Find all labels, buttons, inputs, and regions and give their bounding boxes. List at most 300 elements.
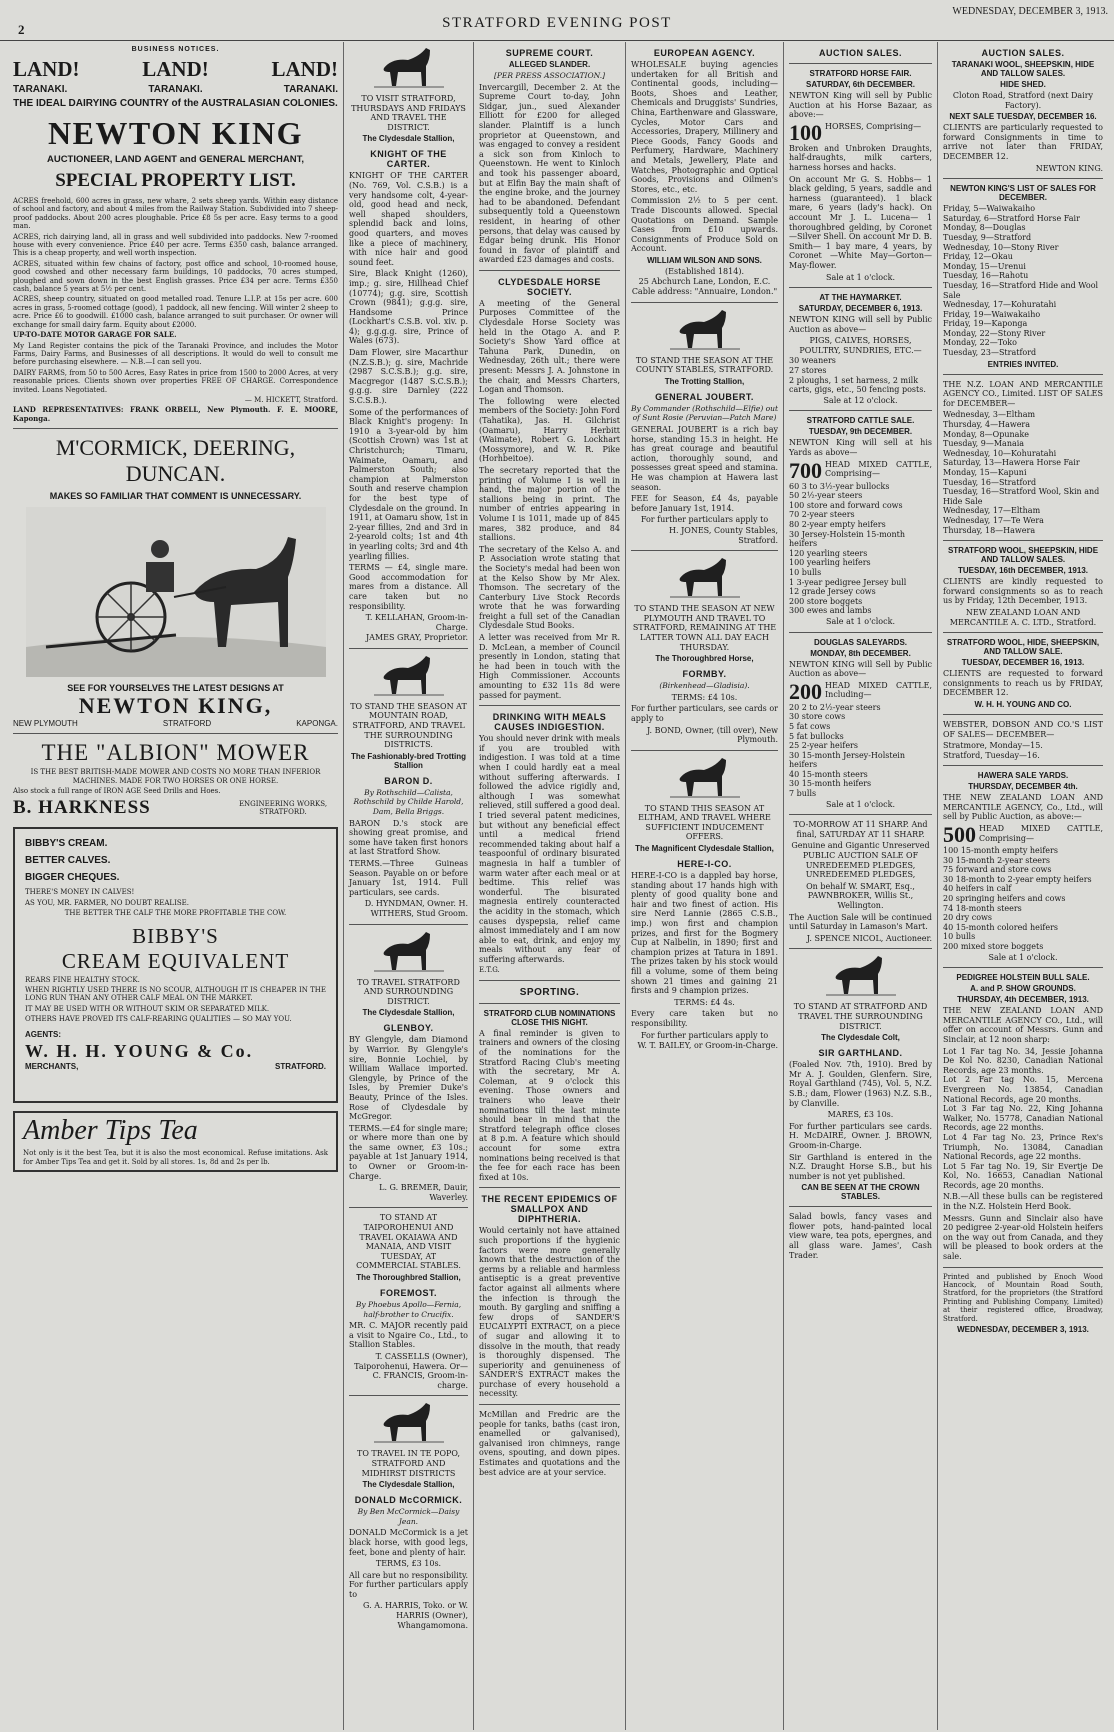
divider <box>479 705 620 706</box>
hereico-owner: W. T. BAILEY, or Groom-in-Charge. <box>637 1041 778 1051</box>
divider <box>631 550 778 551</box>
divider <box>349 1395 468 1396</box>
knight-dam: Dam Flower, sire Macarthur (N.Z.S.B.); g. sire, Machride (2987 S.C.S.B.); g.g. sire, Macgregor (1487 S.C.S.B.); g.g.g. sire Darnley (222 S.C.S.B.). <box>349 348 468 406</box>
horses-list: Broken and Unbroken Draughts, half-draughts, milk carters, harness horses and hacks. <box>789 143 932 172</box>
cattle-sale-time: Sale at 1 o'clock. <box>826 616 895 626</box>
james-gray: JAMES GRAY, Proprietor. <box>365 633 468 643</box>
column-sales-lists <box>938 42 1108 1730</box>
donald-owner: G. A. HARRIS, Toko. or W. HARRIS (Owner), Whangamomona. <box>363 1601 468 1630</box>
joubert-breed: By Commander (Rothschild—Elfie) out of Sunt Rosie (Peruvian—Patch Mare) <box>631 403 779 423</box>
webster-list-title: WEBSTER, DOBSON AND CO.'S LIST OF SALES— DECEMBER— <box>943 719 1103 739</box>
cattle-sale-heading: STRATFORD CATTLE SALE. <box>806 416 915 426</box>
list-item: Tuesday, 9—Manaia <box>943 439 1025 449</box>
mccormick-deering-duncan: M'CORMICK, DEERING, DUNCAN. <box>55 435 296 487</box>
divider <box>479 1003 620 1004</box>
to-stand: TO STAND AT TAIPOROHENUI AND TRAVEL OKAIAWA AND MANAIA, AND VISIT TUESDAY, AT COMMERCIAL STABLES. <box>356 1213 461 1271</box>
haymarket-heading: AT THE HAYMARKET. <box>819 293 902 303</box>
drinking-heading: DRINKING WITH MEALS CAUSES INDIGESTION. <box>492 712 607 733</box>
list-item: Wednesday, 17—Kohuratahi <box>943 300 1057 310</box>
list-item: Tuesday, 16—Stratford <box>943 477 1037 487</box>
drinking-signature: E.T.G. <box>479 966 500 975</box>
property-listing: ACRES freehold, 600 acres in grass, new whare, 2 sets sheep yards. Within easy distance of school and factory, and about 4 miles from the Railway Station. Subdivided into 7 sheep-proof paddocks. About 200 acres ploughable. Price £8 5s per acre. Easy terms to a good man. <box>13 197 338 231</box>
bibby-line: BIGGER CHEQUES. <box>25 872 120 884</box>
bibby-line: BIBBY'S CREAM. <box>25 838 108 850</box>
property-listing: ACRES, situated within few chains of factory, post office and school, 10-roomed house, good cowshed and other necessary farm buildings, 10 paddocks, 70 acres stumped, ploughed and sown down in the best English grasses. Price £34 per acre. Terms £350 cash, balance 5 years at 5½ per cent. <box>13 259 338 294</box>
special-property-list: SPECIAL PROPERTY LIST. <box>55 170 296 191</box>
foremost-breed: By Phoebus Apollo—Fernia, half-brother to Crucifix. <box>355 1300 462 1319</box>
bibby-when: WHEN RIGHTLY USED THERE IS NO SCOUR, ALTHOUGH IT IS CHEAPER IN THE LONG RUN THAN ANY OTHER CALF MEAL ON THE MARKET. <box>25 986 326 1003</box>
list-item: 5 fat bullocks <box>789 731 844 741</box>
list-item: 25 2-year heifers <box>789 741 858 751</box>
knight-sire: Sire, Black Knight (1260), imp.; g. sire, Hillhead Chief (10774); g.g. sire, Scottish Crown (9841); g.g.g. sire, Handsome Prince (Lockhart's C.S.B. vol. xiv. p. 4); g.g.g.g. sire, Prince of Wales (673). <box>349 269 468 346</box>
foremost-title: FOREMOST. <box>379 1288 437 1298</box>
location-list <box>13 719 338 728</box>
bibby-rears: REARS FINE HEALTHY STOCK. <box>25 975 140 984</box>
page-number: 2 <box>18 22 25 37</box>
list-item: 50 2½-year steers <box>789 491 863 501</box>
divider <box>13 428 338 429</box>
douglas-heading: DOUGLAS SALEYARDS. <box>813 637 908 647</box>
stallion-label: The Clydesdale Stallion, <box>362 1480 455 1490</box>
bibby-advertisement <box>13 827 338 1103</box>
list-item: 40 15-month steers <box>789 769 868 779</box>
list-item: 100 15-month empty heifers <box>943 846 1058 856</box>
hawera-time: Sale at 1 o'clock. <box>988 952 1058 962</box>
haymarket-items: PIGS, CALVES, HORSES, POULTRY, SUNDRIES, ETC.— <box>799 336 922 355</box>
list-item: Lot 5 Far tag No. 19, Sir Evertje De Kol, No. 16653, Canadian National Records, age 20 months. <box>943 1161 1103 1190</box>
issue-date: WEDNESDAY, DECEMBER 3, 1913. <box>952 6 1108 17</box>
land-word: LAND! <box>142 57 209 81</box>
donald-title: DONALD McCORMICK. <box>354 1495 463 1506</box>
baron-terms: TERMS.—Three Guineas Season. Payable on or before January 1st, 1914. Full particulars, see cards. <box>349 859 468 897</box>
horse-illustration-image <box>670 556 740 600</box>
list-item: 20 2 to 2½-year steers <box>789 702 881 712</box>
list-item: 30 weaners <box>789 356 836 366</box>
list-item: Friday, 19—Waiwakaiho <box>943 309 1041 319</box>
to-stand: TO STAND THE SEASON AT THE COUNTY STABLES, STRATFORD. <box>635 355 774 375</box>
list-item: 27 stores <box>789 366 827 376</box>
trotting-label: The Trotting Stallion, <box>664 376 745 386</box>
bibby-title-2: CREAM EQUIVALENT <box>61 948 290 973</box>
dairy-farms-text: DAIRY FARMS, from 50 to 500 Acres, Easy Rates in price from 1500 to 2000 Acres, at very reasonable prices. Clients shown over properties FREE OF CHARGE. Correspondence invited. Loans Negotiated. <box>13 368 338 394</box>
hawera-head: HEAD MIXED CATTLE, Comprising— <box>979 824 1103 843</box>
to-stand: TO STAND THE SEASON AT MOUNTAIN ROAD, STRATFORD, AND TRAVEL THE SURROUNDING DISTRICTS. <box>350 701 467 750</box>
clydesdale-society-heading: CLYDESDALE HORSE SOCIETY. <box>498 276 601 297</box>
location: NEW PLYMOUTH <box>13 719 78 729</box>
divider <box>789 632 932 633</box>
mower-illustration-image <box>26 507 326 677</box>
list-item: Stratmore, Monday—15. <box>943 741 1043 751</box>
list-item: Monday, 22—Stony River <box>943 328 1046 338</box>
divider <box>943 632 1103 633</box>
society-text: A meeting of the General Purposes Committee of the Clydesdale Horse Society was held in the Otago A. and P. Society's Show Yard office at Tahuna Park, Dunedin, on Wednesday, 26th ult.; there were present: Messrs J. A. Johnstone in the chair, and Messrs Charters, Logan and Thomson. <box>479 298 620 395</box>
horse-count: 100 <box>789 119 822 145</box>
list-item: Friday, 5—Waiwakaiho <box>943 204 1036 214</box>
merchants: MERCHANTS, <box>25 1061 79 1071</box>
stallion-label: The Clydesdale Stallion, <box>362 134 455 144</box>
stallion-label: The Clydesdale Stallion, <box>362 1008 455 1018</box>
hereico-terms: TERMS: £4 4s. <box>674 997 735 1007</box>
bibby-line: BETTER CALVES. <box>25 855 111 867</box>
divider <box>943 714 1103 715</box>
tomorrow: TO-MORROW AT 11 SHARP. And final, SATURDAY AT 11 SHARP. <box>793 820 928 839</box>
list-item: 75 forward and store cows <box>943 865 1052 875</box>
hawera-count: 500 <box>943 822 976 848</box>
cattle-count: 700 <box>789 457 822 483</box>
list-item: Lot 2 Far tag No. 15, Mercena Evergreen No. 13854, Canadian National Records, age 20 months. <box>943 1075 1103 1104</box>
thoroughbred-label: The Thoroughbred Horse, <box>655 654 754 664</box>
divider <box>789 814 932 815</box>
land-banner <box>13 57 338 82</box>
european-agency-heading: EUROPEAN AGENCY. <box>653 48 756 58</box>
horse-illustration-image <box>826 954 896 998</box>
pedigree-heading: PEDIGREE HOLSTEIN BULL SALE. <box>956 973 1090 983</box>
society-text: A letter was received from Mr R. D. McLean, a member of Council presently in London, stating that he had been in touch with the High Commissioner. Accounts amounting to £32 11s 8d were passed for payment. <box>479 633 620 700</box>
hide-shed: HIDE SHED. <box>1000 80 1046 89</box>
donald-breed: By Ben McCormick—Daisy Jean. <box>357 1507 460 1526</box>
taranaki-word: TARANAKI. <box>148 84 203 95</box>
horse-illustration-image <box>374 654 444 698</box>
list-item: 30 Jersey-Holstein 15-month heifers <box>789 529 906 549</box>
drinking-text: You should never drink with meals if you are troubled with indigestion. I was told at a time when I could hardly eat a meal without suffering afterwards. I followed the advice rigidly and, although I was somewhat relieved, still suffered a good deal. I tried several patent medicines, but without any beneficial effect until a medical friend recommended taking about half a teaspoonful of ordinary bisurated magnesia in half a tumbler of warm water after each meal or at bedtime. This relief was wonderful. The bisurated magnesia entirely counteracted the acidity in the stomach, which causes dyspepsia, relief came almost immediately and I am now able to eat, drink, and enjoy my meals without any fear of suffering afterwards. <box>479 734 620 964</box>
list-item: Thursday, 4—Hawera <box>943 420 1031 430</box>
joubert-apply: For further particulars apply to <box>640 515 769 525</box>
divider <box>349 924 468 925</box>
newspaper-title: STRATFORD EVENING POST <box>442 15 672 31</box>
wool-sales-heading: STRATFORD WOOL, HIDE, SHEEPSKIN, AND TALLOW SALE. <box>946 638 1100 657</box>
garthland-title: SIR GARTHLAND. <box>818 1048 903 1059</box>
cattle-list <box>789 482 932 616</box>
list-item: 1 3-year pedigree Jersey bull <box>789 577 907 587</box>
foremost-owner: T. CASSELLS (Owner), Taiporohenui, Hawera. Or— C. FRANCIS, Groom-in-charge. <box>354 1351 468 1390</box>
auction-sales-heading: AUCTION SALES. <box>818 48 902 58</box>
to-visit: TO VISIT STRATFORD, THURSDAYS AND FRIDAYS AND TRAVEL THE DISTRICT. <box>351 94 466 132</box>
douglas-time: Sale at 1 o'clock. <box>826 799 895 809</box>
list-item: 70 2-year steers <box>789 510 855 520</box>
baron-description: BARON D.'s stock are showing great promise, and some have taken first honors at last Stratford Show. <box>349 818 468 857</box>
glenboy-description: BY Glengyle, dam Diamond by Warrior. By Glengyle's sire, Bonnie Lochiel, by William Wallace imported. Glengyle, by Prince of the Isles, by Premier Duke's Beauty, Prince of the Isles. Rose of Clydesdale by McGregor. <box>349 1035 468 1122</box>
ideal-dairying: THE IDEAL DAIRYING COUNTRY of the AUSTRALASIAN COLONIES. <box>13 98 338 109</box>
divider <box>943 178 1103 179</box>
divider <box>13 733 338 734</box>
divider <box>479 980 620 981</box>
divider <box>789 63 932 64</box>
albion-mower-title: THE "ALBION" MOWER <box>41 740 310 766</box>
newton-king-list-title: NEWTON KING'S LIST OF SALES FOR DECEMBER. <box>950 184 1096 203</box>
hawera-date: THURSDAY, DECEMBER 4th. <box>968 782 1078 792</box>
divider <box>943 1267 1103 1268</box>
sporting-heading: SPORTING. <box>519 986 580 998</box>
magnificent-label: The Magnificent Clydesdale Stallion, <box>635 844 774 854</box>
land-word: LAND! <box>13 57 80 81</box>
list-item: 10 bulls <box>943 932 976 942</box>
property-listing: ACRES, sheep country, situated on good metalled road. Tenure L.I.P. at 15s per acre. 600 acres in grass, 5-roomed cottage (good), 1 paddock, all new fencing. Will winter 2 sheep to acre. Price £6 to goodwill. £1000 cash, balance arranged to suit purchaser. Or owner will exchange for small dairy farm. Equity about £2000. <box>13 295 338 329</box>
list-item: 200 mixed store boggets <box>943 942 1044 951</box>
land-register-text: My Land Register contains the pick of the Taranaki Province, and includes the Motor Farms, Dairy Farms, and Businesses of all descriptions. It would do well to consult me before purchasing elsewhere. — N.B.—I can sell you. <box>13 341 338 367</box>
list-item: Monday, 8—Opunake <box>943 429 1030 439</box>
location: STRATFORD <box>162 719 212 729</box>
harkness-name: B. HARKNESS <box>13 797 151 819</box>
list-item: 300 ewes and lambs <box>789 606 872 616</box>
nz-loan-list-title: THE N.Z. LOAN AND MERCANTILE AGENCY CO., Limited. LIST OF SALES for DECEMBER— <box>943 379 1103 408</box>
kellahan: T. KELLAHAN, Groom-in-Charge. <box>365 613 468 632</box>
wool-sales-heading: STRATFORD WOOL, SHEEPSKIN, HIDE AND TALLOW SALES. <box>947 546 1099 565</box>
whh-young-signature: W. H. H. YOUNG AND CO. <box>974 699 1072 709</box>
entries-invited: ENTRIES INVITED. <box>987 359 1059 369</box>
amber-tips-title: Amber Tips Tea <box>23 1115 198 1147</box>
baron-title: BARON D. <box>384 775 433 786</box>
land-word: LAND! <box>271 57 338 81</box>
formby-terms: TERMS: £4 10s. <box>671 692 738 702</box>
list-item: 10 bulls <box>789 567 822 577</box>
clyde-colt-label: The Clydesdale Colt, <box>821 1033 900 1043</box>
harkness-row <box>13 797 338 819</box>
column-advertisements <box>8 42 344 1730</box>
list-item: 20 springing heifers and cows <box>943 894 1066 904</box>
hickett-signature: — M. HICKETT, Stratford. <box>244 395 338 404</box>
divider <box>789 948 932 949</box>
divider <box>631 302 778 303</box>
divider <box>789 410 932 411</box>
haymarket-text: NEWTON KING will sell by Public Auction as above— <box>789 315 932 334</box>
garthland-mares: MARES, £3 10s. <box>827 1110 894 1120</box>
business-notices-heading: BUSINESS NOTICES. <box>131 46 220 53</box>
established: (Established 1814). <box>665 266 744 276</box>
list-item: 30 15-month heifers <box>789 779 872 789</box>
society-text: The following were elected members of the Society: John Ford (Tahatika), Jas. H. Gilchrist (Oamaru), Harry Herbitt (Waimate), Robert G. Lockhart (Mossymore), and W. R. Pike (Horhbeitoe). <box>479 396 620 464</box>
list-item: 2 ploughs, 1 set harness, 2 milk carts, gigs, etc., 50 fencing posts. <box>789 375 926 395</box>
divider <box>349 1207 468 1208</box>
list-item: 80 2-year empty heifers <box>789 520 886 529</box>
donald-terms: TERMS, £3 10s. <box>375 1559 442 1569</box>
column-news <box>474 42 626 1730</box>
list-item: Friday, 19—Kaponga <box>943 319 1028 329</box>
haymarket-time: Sale at 12 o'clock. <box>823 395 898 405</box>
list-item: 100 yearling heifers <box>789 558 871 568</box>
list-item: 200 store boggets <box>789 596 863 606</box>
supreme-court-text: Invercargill, December 2. At the Supreme Court to-day, John Sidgar, jun., sued Alexander Elliott for £200 for alleged slander. Plaintiff is a lunch proprietor at Queenstown, and was engaged to convey a resident a sick son from Kinloch to Queenstown. He went to Kinloch and took his passenger aboard, but at Elfin Bay the main shaft of the engine broke, and the journey had to be abandoned. Defendant subsequently told a Queenstown resident, in hearing of other persons, that delay was caused by Edgar being drunk. His Honor found in favor of plaintiff and awarded £23 damages and costs. <box>479 82 620 265</box>
albion-also: Also stock a full range of IRON AGE Seed Drills and Hoes. <box>13 786 221 795</box>
column-european-agency <box>626 42 784 1730</box>
formby-title: FORMBY. <box>682 669 727 680</box>
thoroughbred-label: The Thoroughbred Stallion, <box>356 1273 461 1282</box>
wilson-name: WILLIAM WILSON AND SONS. <box>647 255 762 265</box>
list-item: 30 store cows <box>789 712 846 722</box>
stratford: STRATFORD. <box>275 1061 326 1071</box>
list-item: 7 bulls <box>789 789 817 799</box>
imprint-date: WEDNESDAY, DECEMBER 3, 1913. <box>957 1325 1089 1335</box>
webster-list <box>943 741 1103 760</box>
list-item: 60 3 to 3½-year bullocks <box>789 481 890 491</box>
list-item: 100 store and forward cows <box>789 500 903 510</box>
to-travel: TO TRAVEL IN TE POPO, STRATFORD AND MIDHIRST DISTRICTS <box>356 1449 461 1478</box>
divider <box>943 374 1103 375</box>
makes-familiar: MAKES SO FAMILIAR THAT COMMENT IS UNNECESSARY. <box>49 491 302 502</box>
knight-performance: Some of the performances of Black Knight's progeny: In 1910 a 3-year-old by him (Scottish Crown) was 1st at Christchurch; Timaru, Waimate, Oamaru, and Palmerston South; also champion at Palmerston South and reserve champion for the best type of Clydesdale on the ground. In 1911, at Oamaru show, 1st in 2-year fillies, 2nd and 3rd in 2-yearold colts; 1st and 4th in yearling colts; 3rd and 4th yearling fillies. <box>349 407 468 561</box>
divider <box>943 540 1103 541</box>
alleged-slander-heading: ALLEGED SLANDER. <box>508 60 591 69</box>
harkness-address: ENGINEERING WORKS, STRATFORD. <box>238 799 328 817</box>
hawera-list <box>943 846 1103 952</box>
list-item: Friday, 12—Okau <box>943 252 1013 262</box>
glenboy-terms: TERMS.—£4 for single mare; or where more than one by the same owner, £3 10s.; payable at 1st January 1914, to Owner or Groom-in-Charge. <box>349 1123 468 1181</box>
garthland-description: (Foaled Nov. 7th, 1910). Bred by Mr A. J. Goulden, Glenfern. Sire, Royal Garthland (745), Vol. 5, N.Z. S.B.; dam, Flower (1963) N.Z. S.B., by Clanville. <box>789 1060 932 1108</box>
masthead <box>0 0 1114 41</box>
taranaki-word: TARANAKI. <box>13 84 68 95</box>
next-sale: NEXT SALE TUESDAY, DECEMBER 16. <box>949 112 1097 122</box>
pledges-continued: The Auction Sale will be continued until Saturday in Lamason's Mart. <box>789 912 932 932</box>
list-item: Wednesday, 17—Te Wera <box>943 515 1044 525</box>
column-stallions <box>344 42 474 1730</box>
auctioneer-nicol: J. SPENCE NICOL, Auctioneer. <box>806 933 932 943</box>
hereico-apply: For further particulars apply to <box>640 1030 769 1040</box>
cattle-head: HEAD MIXED CATTLE, Comprising— <box>825 459 932 479</box>
douglas-count: 200 <box>789 678 822 704</box>
newton-king-locations-title: NEWTON KING, <box>78 693 273 719</box>
hawera-heading: HAWERA SALE YARDS. <box>977 771 1069 781</box>
newton-king-title: NEWTON KING <box>47 115 304 151</box>
joubert-owner: H. JONES, County Stables, Stratford. <box>669 525 778 545</box>
amber-tips-advertisement <box>13 1111 338 1172</box>
albion-description: IS THE BEST BRITISH-MADE MOWER AND COSTS NO MORE THAN INFERIOR MACHINES. MADE FOR TWO HORSES OR ONE HORSE. <box>30 768 321 785</box>
auction-sales-heading: AUCTION SALES. <box>981 48 1065 58</box>
pledges: Genuine and Gigantic Unreserved PUBLIC AUCTION SALE OF UNREDEEMED PLEDGES, UNREDEEMED PLEDGES, <box>791 841 930 880</box>
motor-garage-notice: UP-TO-DATE MOTOR GARAGE FOR SALE. <box>13 330 177 340</box>
douglas-head: HEAD MIXED CATTLE, Including— <box>825 680 932 700</box>
divider <box>479 270 620 271</box>
hereico-title: HERE-I-CO. <box>677 859 732 870</box>
horse-illustration-image <box>374 46 444 90</box>
list-item: 40 heifers in calf <box>943 884 1012 894</box>
society-text: The secretary of the Kelso A. and P. Association wrote stating that the Society's medal had been won at the Kelso Show by Mr Alex. Thomson. The secretary of the Canterbury Live Stock Records wrote that he was forwarding freight a full set of the Canadian Clydesdale Stud Books. <box>479 544 620 631</box>
whh-young: W. H. H. YOUNG & Co. <box>25 1040 254 1061</box>
location: KAPONGA. <box>296 719 338 729</box>
joubert-title: GENERAL JOUBERT. <box>655 391 754 402</box>
auctioneer-line: AUCTIONEER, LAND AGENT and GENERAL MERCHANT, <box>46 154 305 165</box>
joubert-fee: FEE for Season, £4 4s, payable before January 1st, 1914. <box>631 494 778 513</box>
list-item: 40 15-month colored heifers <box>943 922 1059 932</box>
crown-text: Salad bowls, fancy vases and flower pots, hand-painted local view ware, tea pots, epergnes, and all glass ware. James', Cash Trader. <box>789 1212 932 1260</box>
list-item: 74 18-month steers <box>943 903 1022 913</box>
bibby-better: THE BETTER THE CALF THE MORE PROFITABLE THE COW. <box>64 909 287 918</box>
list-item: 30 15-month Jersey-Holstein heifers <box>789 750 906 770</box>
newton-king-signature: NEWTON KING. <box>1035 163 1103 173</box>
land-representatives: LAND REPRESENTATIVES: FRANK ORBELL, New Plymouth. F. E. MOORE, Kaponga. <box>13 405 338 423</box>
taranaki-row <box>13 84 338 95</box>
knight-description: KNIGHT OF THE CARTER (No. 769, Vol. C.S.B.) is a very handsome colt, 4-year-old, good head and neck, well shaped shoulders, splendid back and loins, good quarters, and moves like a piece of machinery, with nice hair and good sound feet. <box>349 171 468 267</box>
formby-breed: (Birkenhead—Gladisia). <box>659 681 750 691</box>
see-yourselves: SEE FOR YOURSELVES THE LATEST DESIGNS AT <box>67 683 284 694</box>
messrs-note: Messrs. Gunn and Sinclair also have 20 pedigree 2-year-old Holstein heifers on the way out from Canada, and they will be pleased to book orders at the sale. <box>943 1213 1103 1262</box>
nz-loan-sales-list <box>943 410 1103 535</box>
nominations-heading: STRATFORD CLUB NOMINATIONS CLOSE THIS NIGHT. <box>483 1008 616 1027</box>
list-item: Stratford, Tuesday—16. <box>943 750 1040 760</box>
bibby-money: THERE'S MONEY IN CALVES! <box>25 888 135 897</box>
bibby-others: OTHERS HAVE PROVED ITS CALF-REARING QUALITIES — SO MAY YOU. <box>25 1015 292 1024</box>
society-text: The secretary reported that the printing of Volume I is well in hand, the major portion of the stallions being in print. The number of entries appearing in Volume I is 1011, made up of 845 mares, 382 produce, and 84 stallions. <box>479 465 620 543</box>
property-listing: ACRES, rich dairying land, all in grass and well subdivided into paddocks. New 7-roomed house with every convenience. Price £40 per acre. Terms £350 cash, balance arranged. This is a cheap property, and well worth inspection. <box>13 232 338 258</box>
list-item: 30 15-month 2-year steers <box>943 855 1050 865</box>
list-item: Tuesday, 16—Rahotu <box>943 271 1029 281</box>
european-text: WHOLESALE buying agencies undertaken for all British and Continental goods, including— Boots, Shoes and Leather, Chemicals and Druggists' Sundries, China, Earthenware and Glassware, Cycles, Motor Cars and Accessories, Drapery, Millinery and Piece Goods, Fancy Goods and Perfumery, Hardware, Machinery and Metals, Jewellery, Plate and Watches, Photographic and Optical Goods, Provisions and Oilmen's Stores, etc., etc. <box>631 60 778 194</box>
foremost-description: MR. C. MAJOR recently paid a visit to Ngaire Co., Ltd., to Stallion Stables. <box>349 1321 468 1350</box>
hide-address: Cloton Road, Stratford (next Dairy Factory). <box>952 91 1094 110</box>
list-item: Saturday, 13—Hawera Horse Fair <box>943 458 1080 468</box>
glenboy-title: GLENBOY. <box>383 1023 434 1034</box>
horse-fair-text: NEWTON King will sell by Public Auction at his Horse Bazaar, as above:— <box>789 91 932 120</box>
supreme-court-heading: SUPREME COURT. <box>505 48 594 58</box>
hawera-text: THE NEW ZEALAND LOAN AND MERCANTILE AGENCY, Co., Ltd., will sell by Public Auction, as above:— <box>943 793 1103 822</box>
hereico-description: HERE-I-CO is a dappled bay horse, standing about 17 hands high with plenty of good quality bone and hair and two finest of action. His sire Nerd Lannie (2865 C.S.B., imp.) won first and champion prizes, and first for the Bogmery Cup at Nalbelin, in 1890; first and champion prizes at Tatura in 1891. The prizes taken by his stock would fill a volume, some of them being shown 21 times and gaining 21 firsts and 9 champion prizes. <box>631 871 778 996</box>
to-travel: TO TRAVEL STRATFORD AND SURROUNDING DISTRICT. <box>357 977 460 1006</box>
show-grounds: A. and P. SHOW GROUNDS. <box>970 984 1076 994</box>
nb-note: N.B.—All these bulls can be registered in the N.Z. Holstein Herd Book. <box>943 1192 1103 1212</box>
bull-lots <box>943 1047 1103 1191</box>
bibby-title: BIBBY'S <box>132 923 219 948</box>
joubert-description: GENERAL JOUBERT is a rich bay horse, standing 15.3 in height. He has great courage and beautiful action, thoroughly sound, and possesses great speed and stamina. He was champion at Hawera last season. <box>631 425 778 492</box>
list-item: Wednesday, 3—Eltham <box>943 410 1036 420</box>
horse-fair-heading: STRATFORD HORSE FAIR. <box>809 69 912 78</box>
clients-request: CLIENTS are requested to forward consignments to reach us by FRIDAY, DECEMBER 12. <box>943 669 1103 698</box>
horses-accounts: On account Mr G. S. Hobbs— 1 black gelding, 5 years, saddle and harness (guaranteed). 1 black mare, 6 years (lady's hack). On account Mr J. L. Lucena— 1 thoroughbred gelding, by Coronet—Silver Shell. On account Mr D. B. Smith— 1 bay mare, 4 years, by Coronet —White May—Gorton—May-flower. <box>789 174 932 270</box>
divider <box>479 1187 620 1188</box>
haymarket-date: SATURDAY, DECEMBER 6, 1913. <box>798 304 923 314</box>
wilson-address: 25 Abchurch Lane, London, E.C. Cable address: "Annuaire, London." <box>631 277 778 297</box>
divider <box>349 648 468 649</box>
epidemics-end: McMillan and Fredric are the people for tanks, baths (cast iron, enamelled or galvanised), galvanised iron chimneys, range ovens, spouting, and down pipes. Estimates and quotations and the best advice are at your service. <box>479 1410 620 1477</box>
epidemics-heading: THE RECENT EPIDEMICS OF SMALLPOX AND DIPHTHERIA. <box>481 1194 618 1225</box>
horse-illustration-image <box>670 756 740 800</box>
column-auction-sales <box>784 42 938 1730</box>
european-text: Commission 2½ to 5 per cent. Trade Discounts allowed. Special Quotations on Demand. Sample Cases from £10 upwards. Consignments of Produce Sold on Account. <box>631 196 778 254</box>
list-item: Tuesday, 16—Stratford Hide and Wool Sale <box>943 280 1099 300</box>
clients-request: CLIENTS are particularly requested to forward Consignments in time to arrive not later than FRIDAY, DECEMBER 12. <box>943 123 1103 161</box>
list-item: 20 dry cows <box>943 913 992 923</box>
list-item: Tuesday, 16—Stratford Wool, Skin and Hide Sale <box>943 487 1100 506</box>
cattle-sale-date: TUESDAY, 9th DECEMBER. <box>808 427 913 437</box>
wool-sales-heading: TARANAKI WOOL, SHEEPSKIN, HIDE AND TALLOW SALES. <box>951 60 1095 78</box>
list-item: Wednesday, 10—Stony River <box>943 242 1059 252</box>
wool-sales-date: TUESDAY, DECEMBER 16, 1913. <box>961 658 1085 668</box>
baron-breed: By Rothschild—Calista, Rothschild by Childe Harold, Dam, Bella Briggs. <box>353 787 464 817</box>
cattle-sale-text: NEWTON King will sell at his Yards as above— <box>789 438 932 458</box>
newton-king-sales-list <box>943 204 1103 358</box>
horses-comprising: HORSES, Comprising— <box>825 121 922 131</box>
list-item: Monday, 22—Toko <box>943 338 1017 348</box>
sporting-text: A final reminder is given to trainers and owners of the closing of the nominations for the Stratford Racing Club's meeting with the secretary, Mr A. Coleman, at 9 o'clock this evening. Those owners and trainers who leave their nominations till the last minute should bear in mind that the Stratford telegraph office closes at 8 p.m. A feature which should account for some extra nominations being received is that the fee for each race has been fixed at 10s. <box>479 1028 620 1182</box>
formby-owner: J. BOND, Owner, (till over), New Plymouth. <box>646 725 778 745</box>
list-item: Saturday, 6—Stratford Horse Fair <box>943 213 1080 223</box>
glenboy-owner: L. G. BREMER, Dauir, Waverley. <box>379 1183 468 1202</box>
horse-sale-time: Sale at 1 o'clock. <box>826 272 895 282</box>
to-stand: TO STAND THE SEASON AT NEW PLYMOUTH AND TRAVEL TO STRATFORD, REMAINING AT THE LATTER TOWN ALL DAY EACH THURSDAY. <box>632 604 777 652</box>
douglas-date: MONDAY, 8th DECEMBER. <box>810 648 911 658</box>
divider <box>479 1404 620 1405</box>
taranaki-word: TARANAKI. <box>283 84 338 95</box>
clients-request: CLIENTS are kindly requested to forward consignments so as to reach us by Friday, 12th December, 1913. <box>943 577 1103 606</box>
hereico-care: Every care taken but no responsibility. <box>631 1009 778 1028</box>
douglas-list <box>789 703 932 799</box>
crown-stables: CAN BE SEEN AT THE CROWN STABLES. <box>801 1183 920 1202</box>
amber-note: Not only is it the best Tea, but it is also the most economical. Refuse imitations. Ask for Amber Tips Tea and get it. Sold by all stores. 1s, 8d and 2s per lb. <box>23 1149 328 1166</box>
divider <box>943 967 1103 968</box>
fashion-label: The Fashionably-bred Trotting Stallion <box>350 751 467 770</box>
list-item: Monday, 8—Douglas <box>943 223 1026 233</box>
list-item: 5 fat cows <box>789 721 831 731</box>
list-item: 30 18-month to 2-year empty heifers <box>943 874 1092 884</box>
list-item: Tuesday, 9—Stratford <box>943 232 1032 242</box>
to-stand: TO STAND AT STRATFORD AND TRAVEL THE SURROUNDING DISTRICT. <box>793 1002 928 1031</box>
